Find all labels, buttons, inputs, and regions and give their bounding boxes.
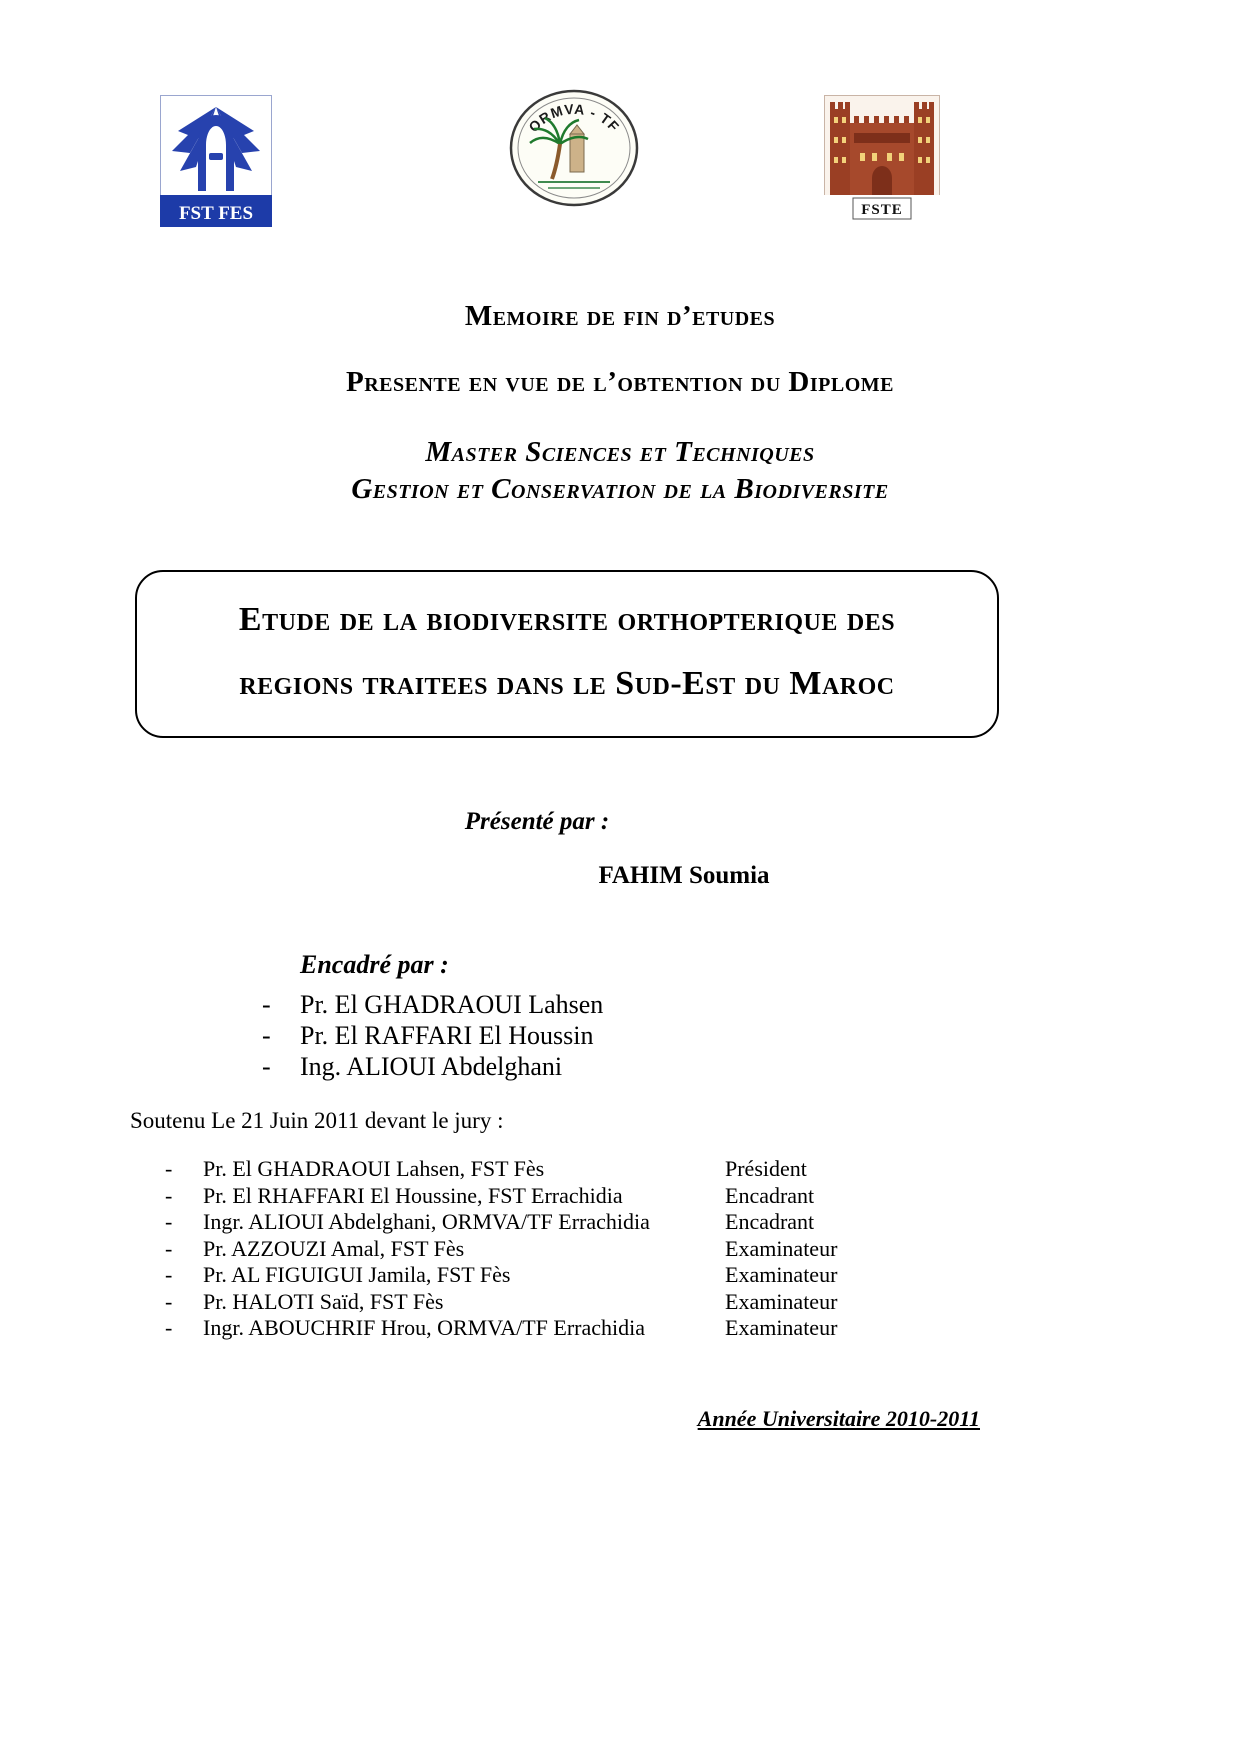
jury-member-name: Ingr. ALIOUI Abdelghani, ORMVA/TF Errachidia <box>203 1209 650 1234</box>
jury-row <box>165 1289 837 1316</box>
supervisor-item <box>262 1020 603 1051</box>
jury-member-role: Examinateur <box>725 1235 838 1261</box>
thesis-title-box <box>135 570 999 738</box>
jury-row <box>165 1209 837 1236</box>
jury-member-role: Examinateur <box>725 1262 838 1287</box>
jury-member-name: Pr. El GHADRAOUI Lahsen, FST Fès <box>203 1156 545 1181</box>
list-dash: - <box>165 1156 173 1181</box>
supervisor-name: Pr. El RAFFARI El Houssin <box>300 1021 594 1050</box>
supervised-by-label: Encadré par : <box>300 950 449 979</box>
jury-row <box>165 1183 837 1210</box>
academic-year: Année Universitaire 2010-2011 <box>697 1406 980 1431</box>
thesis-title-line2: regions traitees dans le Sud-Est du Maroc <box>239 665 895 702</box>
master-heading: Master Sciences et Techniques <box>425 436 815 468</box>
jury-member-name: Ingr. ABOUCHRIF Hrou, ORMVA/TF Errachidia <box>203 1315 646 1340</box>
fst-fes-logo <box>160 95 272 227</box>
list-dash: - <box>165 1209 173 1234</box>
ormva-tf-logo <box>508 88 640 208</box>
fst-fes-logo-label: FST FES <box>178 203 254 224</box>
supervisors-block <box>262 950 603 1082</box>
list-dash: - <box>262 990 271 1019</box>
jury-member-name: Pr. AZZOUZI Amal, FST Fès <box>203 1235 465 1261</box>
jury-member-role: Encadrant <box>725 1209 815 1234</box>
jury-member-role: Encadrant <box>725 1182 815 1208</box>
list-dash: - <box>165 1235 173 1261</box>
doc-type-heading: Memoire de fin d’etudes <box>464 300 776 332</box>
supervisor-name: Pr. El GHADRAOUI Lahsen <box>300 990 604 1019</box>
list-dash: - <box>262 1021 271 1050</box>
supervisor-item <box>262 1051 603 1082</box>
jury-member-role: Examinateur <box>725 1315 838 1340</box>
list-dash: - <box>165 1315 173 1340</box>
jury-row <box>165 1262 837 1289</box>
ormva-tf-logo-label: ORMVA - TF <box>525 100 623 136</box>
presented-by-label: Présenté par : <box>464 808 610 835</box>
jury-member-name: Pr. AL FIGUIGUI Jamila, FST Fès <box>203 1262 511 1287</box>
specialty-heading: Gestion et Conservation de la Biodiversite <box>351 473 889 505</box>
jury-member-role: Examinateur <box>725 1288 838 1314</box>
thesis-title-line1: Etude de la biodiversite orthopterique des <box>238 601 896 638</box>
list-dash: - <box>165 1288 173 1314</box>
defense-intro: Soutenu Le 21 Juin 2011 devant le jury : <box>130 1108 504 1133</box>
jury-row <box>165 1156 837 1183</box>
jury-member-role: Président <box>725 1156 807 1181</box>
fste-logo-label: FSTE <box>861 202 903 218</box>
list-dash: - <box>165 1182 173 1208</box>
jury-member-name: Pr. HALOTI Saïd, FST Fès <box>203 1288 444 1314</box>
supervisor-name: Ing. ALIOUI Abdelghani <box>300 1052 563 1081</box>
fste-logo <box>824 95 940 223</box>
author-name: FAHIM Soumia <box>598 862 770 889</box>
supervisor-item <box>262 989 603 1020</box>
jury-member-name: Pr. El RHAFFARI El Houssine, FST Errachidia <box>203 1182 623 1208</box>
list-dash: - <box>262 1052 271 1081</box>
jury-row <box>165 1236 837 1263</box>
jury-list <box>165 1156 837 1342</box>
diploma-heading: Presente en vue de l’obtention du Diplome <box>346 366 894 398</box>
jury-row <box>165 1315 837 1342</box>
list-dash: - <box>165 1262 173 1287</box>
